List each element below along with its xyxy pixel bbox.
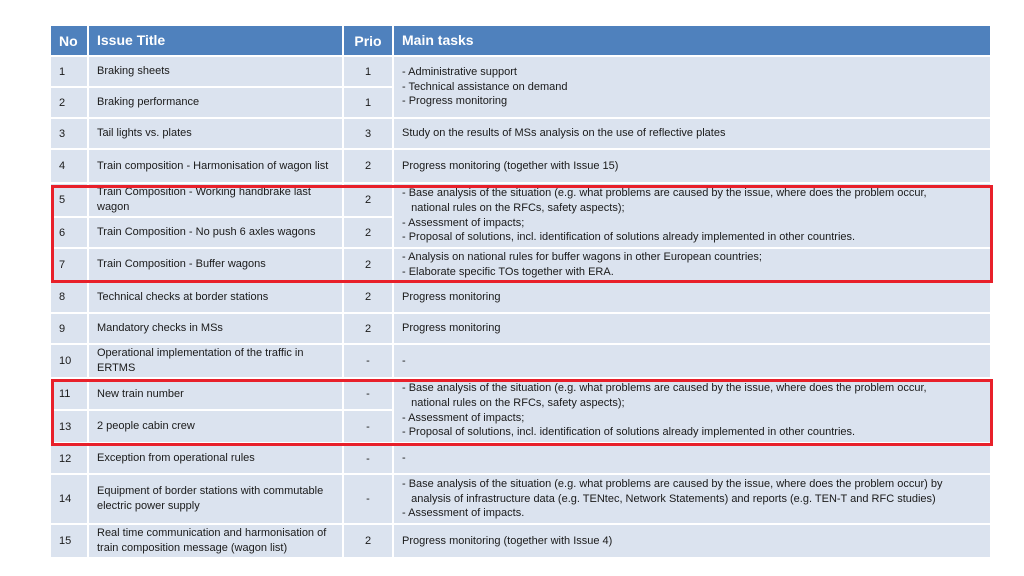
row-no: 8 [51,282,89,314]
table-header [51,26,990,57]
header-no: No [51,26,89,57]
task-line: - Proposal of solutions, incl. identification of solutions already implemented in other countries. [402,426,856,439]
row-title: Technical checks at border stations [89,282,344,314]
table-row [51,345,990,379]
row-no: 3 [51,119,89,150]
row-prio: 3 [344,119,394,150]
task-line: - Assessment of impacts; [402,411,525,424]
row-prio: - [344,411,394,444]
task-line: analysis of infrastructure data (e.g. TENtec, Network Statements) and reports (e.g. TEN-T and RFC studies) [402,492,936,505]
table-row [51,282,990,314]
row-prio: - [344,379,394,411]
row-prio: - [344,475,394,525]
row-no: 11 [51,379,89,411]
row-prio: 2 [344,249,394,282]
row-tasks [394,475,990,525]
task-line: - Proposal of solutions, incl. identification of solutions already implemented in other countries. [402,231,856,244]
task-line: - Base analysis of the situation (e.g. what problems are caused by the issue, where does the problem occur, [402,381,927,394]
header-prio: Prio [344,26,394,57]
row-title: New train number [89,379,344,411]
row-prio: 2 [344,282,394,314]
row-no: 15 [51,525,89,559]
header-main-tasks: Main tasks [394,26,990,57]
row-tasks: Progress monitoring [394,314,990,345]
row-title: Mandatory checks in MSs [89,314,344,345]
row-no: 5 [51,184,89,218]
row-prio: 1 [344,57,394,88]
row-prio: 1 [344,88,394,119]
row-no: 14 [51,475,89,525]
table-row [51,475,990,525]
header-issue-title: Issue Title [89,26,344,57]
row-title: Train composition - Harmonisation of wagon list [89,150,344,184]
row-tasks: Progress monitoring (together with Issue 15) [394,150,990,184]
row-prio: 2 [344,525,394,559]
row-tasks: - [394,444,990,475]
row-no: 6 [51,218,89,249]
row-title: Train Composition - No push 6 axles wagons [89,218,344,249]
table-row [51,150,990,184]
task-line: - Assessment of impacts. [402,507,525,520]
row-tasks [394,249,990,282]
row-tasks [394,379,990,444]
task-line: - Progress monitoring [402,95,508,108]
row-title: Real time communication and harmonisation of train composition message (wagon list) [89,525,344,559]
task-line: - Base analysis of the situation (e.g. what problems are caused by the issue, where does the problem occur) by [402,477,943,490]
row-tasks: Study on the results of MSs analysis on the use of reflective plates [394,119,990,150]
row-prio: 2 [344,218,394,249]
row-tasks: Progress monitoring [394,282,990,314]
table-row [51,119,990,150]
row-no: 4 [51,150,89,184]
row-no: 9 [51,314,89,345]
row-no: 12 [51,444,89,475]
row-title: Braking sheets [89,57,344,88]
row-tasks [394,184,990,249]
task-line: - Elaborate specific TOs together with ERA. [402,265,614,278]
row-no: 10 [51,345,89,379]
task-line: - Analysis on national rules for buffer wagons in other European countries; [402,250,762,263]
issues-table [51,26,990,559]
task-line: - Assessment of impacts; [402,216,525,229]
row-title: 2 people cabin crew [89,411,344,444]
row-tasks: Progress monitoring (together with Issue 4) [394,525,990,559]
row-prio: - [344,444,394,475]
row-title: Equipment of border stations with commutable electric power supply [89,475,344,525]
table-row [51,525,990,559]
row-tasks: - [394,345,990,379]
row-prio: 2 [344,150,394,184]
row-title: Braking performance [89,88,344,119]
table-row [51,314,990,345]
row-prio: - [344,345,394,379]
table-row-group [51,379,990,444]
row-prio: 2 [344,314,394,345]
row-prio: 2 [344,184,394,218]
table-row [51,249,990,282]
row-title: Operational implementation of the traffic in ERTMS [89,345,344,379]
row-no: 7 [51,249,89,282]
row-no: 13 [51,411,89,444]
task-line: - Administrative support [402,65,517,78]
table-row-group [51,184,990,249]
task-line: national rules on the RFCs, safety aspects); [402,201,625,214]
task-line: - Technical assistance on demand [402,80,568,93]
row-title: Tail lights vs. plates [89,119,344,150]
table-row-group [51,57,990,119]
table-row [51,444,990,475]
task-line: national rules on the RFCs, safety aspects); [402,396,625,409]
row-tasks [394,57,990,119]
row-no: 2 [51,88,89,119]
row-title: Exception from operational rules [89,444,344,475]
task-line: - Base analysis of the situation (e.g. what problems are caused by the issue, where does the problem occur, [402,186,927,199]
row-no: 1 [51,57,89,88]
row-title: Train Composition - Working handbrake last wagon [89,184,344,218]
row-title: Train Composition - Buffer wagons [89,249,344,282]
